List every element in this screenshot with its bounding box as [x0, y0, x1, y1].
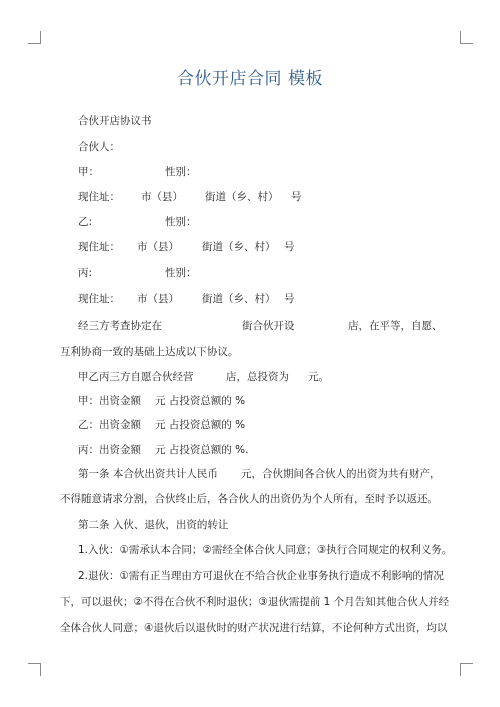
crop-mark-top-right [460, 31, 473, 44]
article-1-part2: 元，合伙期间各合伙人的出资为共有财产， [241, 468, 441, 480]
article-2-item-1: 1.入伙：①需承认本合同；②需经全体合伙人同意；③执行合同规定的权利义务。 [78, 544, 453, 556]
crop-mark-top-left [28, 31, 41, 44]
crop-mark-bottom-left [28, 663, 41, 676]
party-b-contribution: 乙：出资金额 [78, 419, 141, 431]
party-c-number: 号 [284, 293, 295, 305]
party-b-address: 现住址： [78, 241, 120, 253]
party-b-gender: 性别： [165, 216, 197, 228]
party-b-share: 元 占投资总额的 % [155, 419, 246, 431]
document-title: 合伙开店合同 模板 [177, 69, 323, 89]
article-1-line2: 不得随意请求分割，合伙终止后，各合伙人的出资仍为个人所有，至时予以返还。 [60, 493, 438, 505]
agreement-intro-line2: 互利协商一致的基础上达成以下协议。 [60, 346, 239, 358]
party-c-city: 市（县） [137, 293, 179, 305]
agreement-intro-part2: 街合伙开设 [242, 320, 295, 332]
party-b-city: 市（县） [137, 241, 179, 253]
party-b-street: 街道（乡、村） [202, 241, 276, 253]
party-a-number: 号 [291, 191, 302, 203]
party-c-share: 元 占投资总额的 %. [155, 444, 249, 456]
party-b-label: 乙: [78, 216, 93, 228]
article-2-heading: 第二条 入伙、退伙，出资的转让 [78, 519, 229, 531]
party-a-street: 街道（乡、村） [205, 191, 279, 203]
party-a-gender: 性别： [165, 166, 197, 178]
subtitle: 合伙开店协议书 [78, 115, 152, 127]
article-1-part1: 第一条 本合伙出资共计人民币 [78, 468, 218, 480]
party-c-gender: 性别： [165, 267, 197, 279]
investment-part3: 元。 [308, 371, 329, 383]
party-c-contribution: 丙：出资金额 [78, 444, 141, 456]
party-a-address: 现住址： [78, 191, 120, 203]
article-2-item-2-line3: 全体合伙人同意；④退伙后以退伙时的财产状况进行结算，不论何种方式出资，均以 [60, 622, 448, 634]
party-a-label: 甲： [78, 166, 99, 178]
party-a-city: 市（县） [141, 191, 183, 203]
agreement-intro-part3: 店，在平等，自愿、 [348, 320, 443, 332]
crop-mark-bottom-right [460, 663, 473, 676]
investment-part1: 甲乙丙三方自愿合伙经营 [78, 371, 194, 383]
party-a-contribution: 甲：出资金额 [78, 395, 141, 407]
article-2-item-2-line1: 2.退伙：①需有正当理由方可退伙在不给合伙企业事务执行造成不利影响的情况 [78, 570, 444, 582]
party-c-street: 街道（乡、村） [202, 293, 276, 305]
party-c-label: 丙: [78, 267, 93, 279]
investment-part2: 店，总投资为 [226, 371, 289, 383]
article-2-item-2-line2: 下，可以退伙；②不得在合伙不利时退伙；③退伙需提前 1 个月告知其他合伙人并经 [60, 596, 450, 608]
agreement-intro-part1: 经三方考查协定在 [78, 320, 162, 332]
party-c-address: 现住址： [78, 293, 120, 305]
party-a-share: 元 占投资总额的 % [155, 395, 246, 407]
partners-label: 合伙人： [78, 141, 120, 153]
party-b-number: 号 [284, 241, 295, 253]
